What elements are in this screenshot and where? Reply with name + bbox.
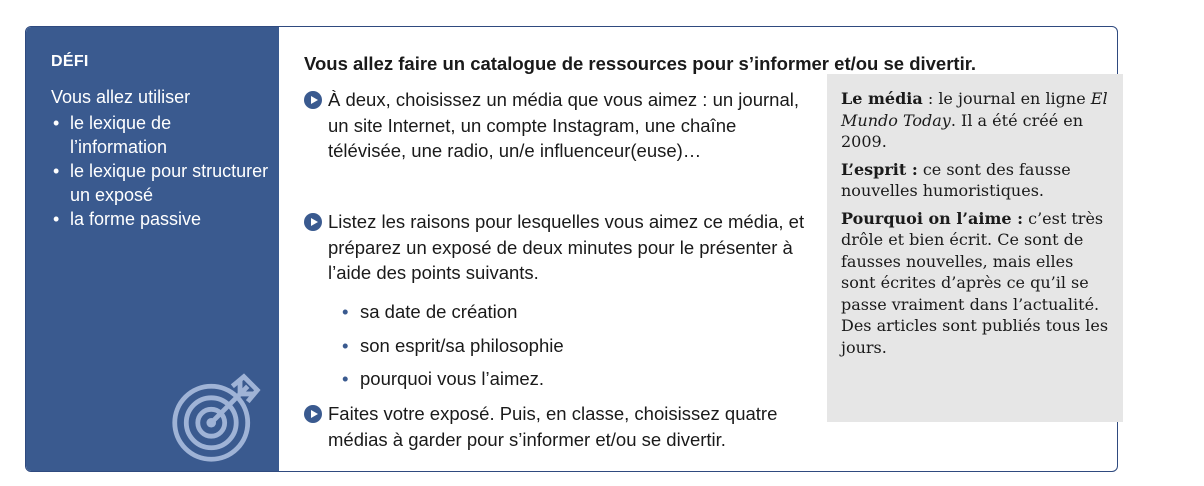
sidebar-skill-item: • la forme passive (51, 207, 270, 231)
example-why (841, 208, 1111, 359)
task-heading: Vous allez faire un catalogue de ressources pour s’informer et/ou se divertir. (304, 53, 977, 74)
example-spirit-text: ce sont des fausse nouvelles humoristiques. (841, 159, 1071, 200)
step-3 (304, 401, 844, 452)
sidebar-title: DÉFI (51, 53, 89, 70)
example-media-text: : le journal en ligne (922, 89, 1091, 108)
sidebar-intro: Vous allez utiliser (51, 87, 191, 107)
example-media-text: . Il a été créé en 2009. (841, 110, 1084, 151)
step-2-points (342, 295, 564, 396)
target-icon (169, 369, 265, 465)
point-item: • sa date de création (342, 295, 564, 329)
step-text: Listez les raisons pour lesquelles vous aimez ce média, et préparez un exposé de deux minutes pour le présenter à l’aide des points suivants. (328, 211, 805, 283)
point-item: • pourquoi vous l’aimez. (342, 362, 564, 396)
step-1 (304, 87, 844, 164)
play-bullet-icon (304, 213, 322, 231)
example-box (827, 74, 1123, 422)
example-why-label: Pourquoi on l’aime : (841, 208, 1024, 228)
challenge-sidebar (26, 27, 279, 471)
play-bullet-icon (304, 91, 322, 109)
step-text: À deux, choisissez un média que vous aimez : un journal, un site Internet, un compte Instagram, une chaîne télévisée, une radio, un/e influenceur(euse)… (328, 89, 799, 161)
example-media-title: El Mundo Today (841, 89, 1108, 130)
example-spirit-label: L’esprit : (841, 159, 918, 179)
sidebar-skill-item: • le lexique pour structurer un exposé (51, 159, 270, 207)
example-spirit (841, 159, 1111, 202)
sidebar-skill-item: • le lexique de l’information (51, 111, 270, 159)
example-why-text: c’est très drôle et bien écrit. Ce sont de fausses nouvelles, mais elles sont écrites d’après ce qu’il se passe vraiment dans l’actualité. Des articles sont publiés tous les jours. (841, 208, 1109, 357)
play-bullet-icon (304, 405, 322, 423)
sidebar-skill-list (51, 111, 270, 231)
point-item: • son esprit/sa philosophie (342, 329, 564, 363)
step-text: Faites votre exposé. Puis, en classe, choisissez quatre médias à garder pour s’informer et/ou se divertir. (328, 403, 778, 450)
example-media-label: Le média (841, 89, 923, 108)
example-media (841, 88, 1111, 153)
step-2 (304, 209, 844, 286)
